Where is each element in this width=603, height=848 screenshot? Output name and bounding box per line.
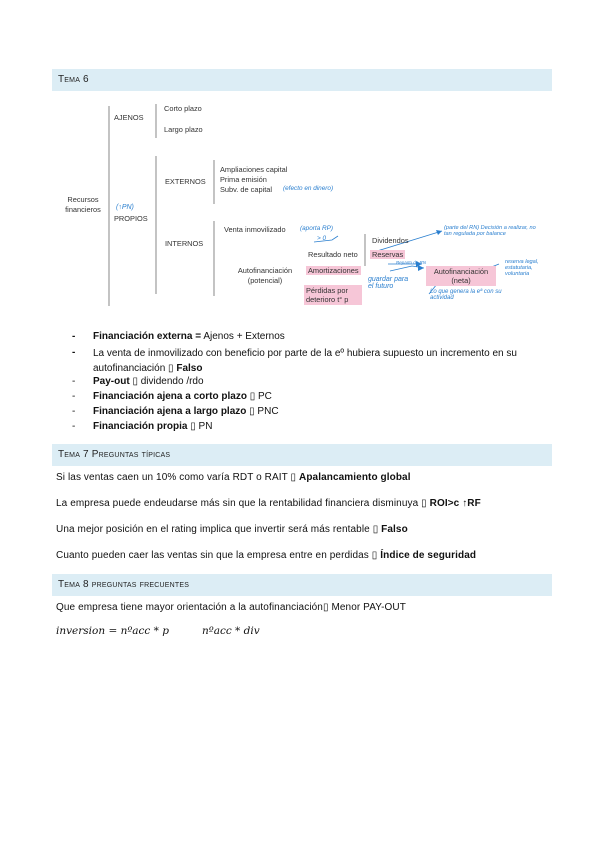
perdidas-label: Pérdidas por deterioro t° p	[304, 285, 362, 305]
question-line: Si las ventas caen un 10% como varía RDT o RAIT ▯ Apalancamiento global	[56, 472, 411, 483]
venta-label: Venta inmovilizado	[224, 225, 286, 234]
resultado-label: Resultado neto	[308, 250, 358, 259]
propios-note: (↑PN)	[116, 204, 134, 211]
question-line: Cuanto pueden caer las ventas sin que la empresa entre en perdidas ▯ Índice de seguridad	[56, 550, 477, 561]
amortizaciones-label: Amortizaciones	[308, 266, 359, 275]
root-label: Recursos financieros	[65, 195, 101, 214]
section-header-tema8	[52, 574, 552, 596]
largo-plazo-label: Largo plazo	[164, 125, 203, 134]
reservas-label: Reservas	[372, 250, 404, 259]
section-header-tema7	[52, 444, 552, 466]
genera-note: Lo que genera la eª con su actividad	[430, 289, 502, 302]
dividendos-label: Dividendos	[372, 236, 409, 245]
section-title: Tema 6	[58, 74, 89, 85]
formula-dividend: nºacc * div	[202, 625, 260, 637]
guardar-note: guardar para el futuro	[368, 276, 409, 291]
externos-label: EXTERNOS	[165, 177, 206, 186]
ext-item-3: Subv. de capital	[220, 185, 273, 194]
autofin-label: Autofinanciación (potencial)	[237, 266, 293, 285]
ext-item-2: Prima emisión	[220, 175, 267, 184]
question-line: Una mejor posición en el rating implica que invertir será más rentable ▯ Falso	[56, 524, 408, 535]
ajenos-label: AJENOS	[114, 113, 144, 122]
reserva-note: reserva legal, estatutaria, voluntaria	[505, 259, 539, 277]
parte-note: (parte del RN) Decisión a realizar, no tan regulada por balance	[444, 225, 536, 237]
section-title: Tema 7 Preguntas típicas	[58, 449, 171, 460]
reparto-note: Reparto de RN	[396, 260, 427, 265]
question-line: La empresa puede endeudarse más sin que la rentabilidad financiera disminuya ▯ ROI>c ↑RF	[56, 498, 481, 509]
autofin-neta-label: Autofinanciación (neta)	[426, 266, 496, 286]
ext-note: (efecto en dinero)	[283, 185, 334, 192]
question-line: Que empresa tiene mayor orientación a la autofinanciación▯ Menor PAY-OUT	[56, 602, 406, 613]
internos-label: INTERNOS	[165, 239, 204, 248]
financing-tree-diagram	[52, 96, 552, 316]
ext-item-1: Ampliaciones capital	[220, 165, 288, 174]
corto-plazo-label: Corto plazo	[164, 104, 202, 113]
section-header-tema6	[52, 69, 552, 91]
propios-label: PROPIOS	[114, 214, 148, 223]
venta-note: (aporta RP)	[300, 225, 334, 232]
gt-zero-note: > 0	[317, 235, 327, 242]
section-title: Tema 8 preguntas frecuentes	[58, 579, 190, 590]
formula-inversion: inversion = nºacc * p	[56, 625, 169, 637]
